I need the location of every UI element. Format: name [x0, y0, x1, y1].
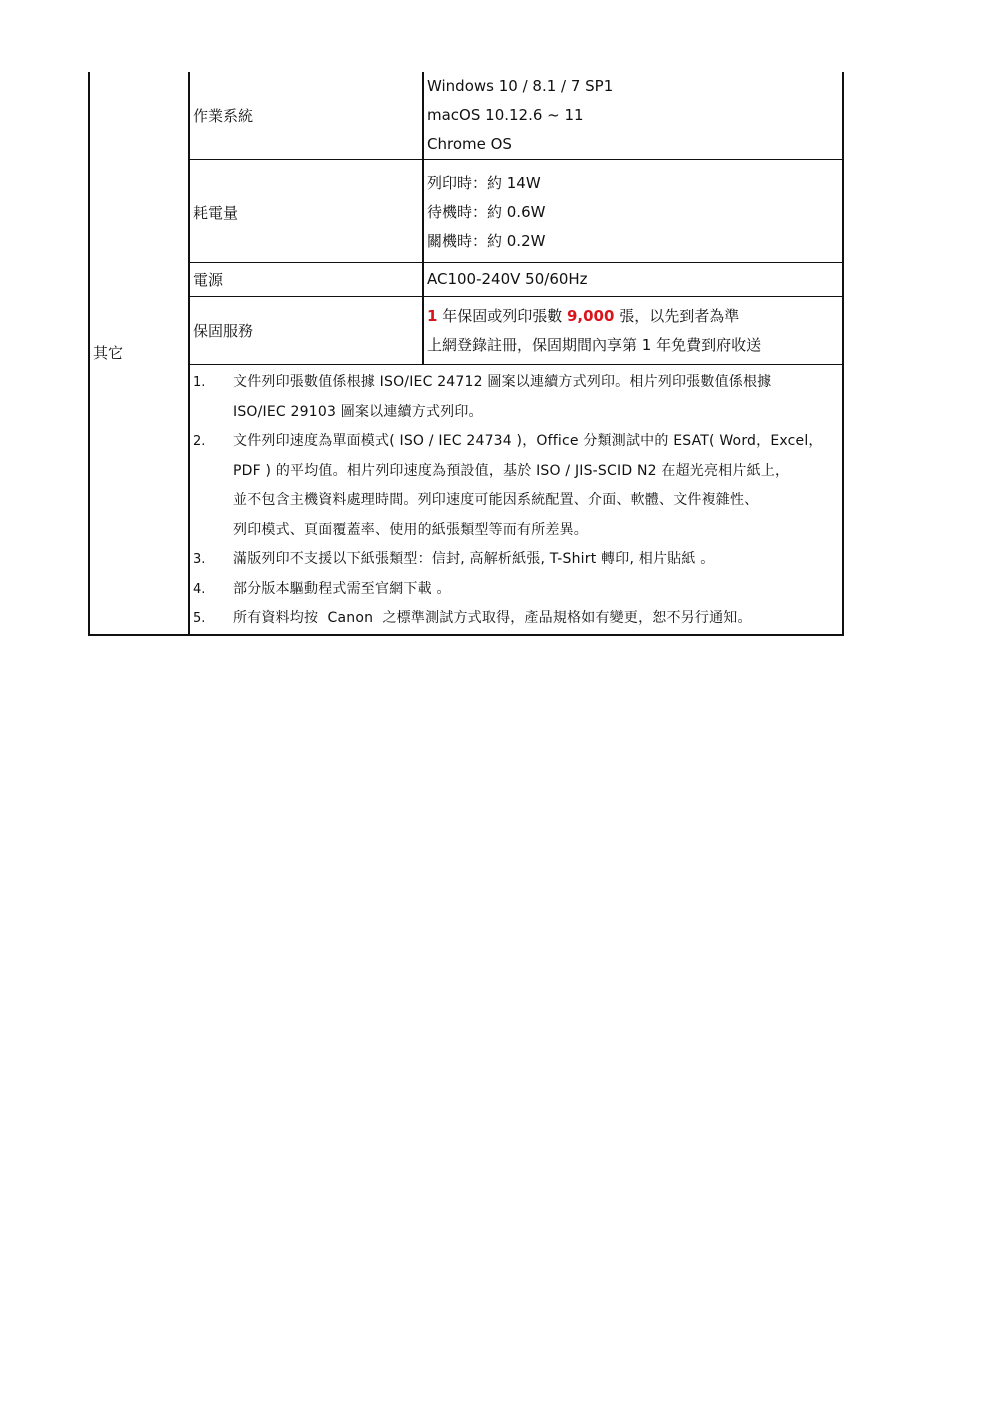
- warranty-line: [427, 302, 842, 331]
- note-line: 文件列印張數值係根據 ISO/IEC 24712 圖案以連續方式列印。相片列印張數值係根據: [233, 374, 772, 390]
- category-label: 其它: [93, 344, 124, 363]
- spec-row-power-source: [89, 263, 843, 297]
- spec-row-power: [89, 160, 843, 263]
- row-value: [423, 160, 843, 263]
- note-number: 1.: [193, 375, 206, 390]
- note-line: 文件列印速度為單面模式( ISO / IEC 24734 )，Office 分類測試中的 ESAT( Word，Excel，: [233, 433, 823, 449]
- warranty-pages: 9,000: [566, 306, 615, 325]
- note-number: 5.: [193, 611, 206, 626]
- os-line: Windows 10 / 8.1 / 7 SP1: [427, 77, 614, 95]
- power-label: 耗電量: [193, 203, 239, 222]
- os-line: macOS 10.12.6 ~ 11: [427, 106, 584, 124]
- warranty-line: 上網登錄註冊，保固期間內享第 1 年免費到府收送: [427, 335, 762, 354]
- row-value: [423, 297, 843, 365]
- note-number: 3.: [193, 552, 206, 567]
- note-item: [193, 575, 842, 605]
- note-line: 所有資料均按 Canon 之標準測試方式取得，產品規格如有變更，恕不另行通知。: [233, 610, 752, 626]
- note-number: 2.: [193, 434, 206, 449]
- note-item: [193, 427, 842, 545]
- row-value: [423, 72, 843, 160]
- note-line: 列印模式、頁面覆蓋率、使用的紙張類型等而有所差異。: [233, 521, 588, 538]
- spec-row-warranty: [89, 297, 843, 365]
- note-item: [193, 604, 842, 634]
- note-line: ISO/IEC 29103 圖案以連續方式列印。: [233, 403, 483, 420]
- note-line: 並不包含主機資料處理時間。列印速度可能因系統配置、介面、軟體、文件複雜性、: [233, 492, 759, 508]
- category-cell: [89, 72, 189, 635]
- notes-row: [89, 365, 843, 635]
- row-value: [423, 263, 843, 297]
- power-source-label: 電源: [193, 271, 224, 289]
- warranty-years: 1: [427, 306, 438, 325]
- note-line: 部分版本驅動程式需至官網下載 。: [233, 580, 451, 597]
- row-label: [189, 263, 423, 297]
- warranty-label: 保固服務: [193, 322, 254, 340]
- note-item: [193, 545, 842, 575]
- warranty-text: 張，以先到者為準: [614, 306, 740, 325]
- notes-cell: [189, 365, 843, 635]
- spec-table: [88, 72, 844, 636]
- power-line: 列印時：約 14W: [427, 173, 541, 192]
- note-line: PDF ) 的平均值。相片列印速度為預設值，基於 ISO / JIS-SCID N2 在超光亮相片紙上，: [233, 462, 790, 479]
- os-label: 作業系統: [193, 107, 254, 125]
- note-line: 滿版列印不支援以下紙張類型：信封, 高解析紙張, T-Shirt 轉印, 相片貼紙 。: [233, 551, 715, 567]
- power-line: 關機時：約 0.2W: [427, 231, 546, 250]
- note-number: 4.: [193, 581, 206, 597]
- note-item: [193, 368, 842, 427]
- os-line: Chrome OS: [427, 135, 512, 153]
- row-label: [189, 297, 423, 365]
- spec-row-os: [89, 72, 843, 160]
- power-source-value: AC100-240V 50/60Hz: [427, 270, 588, 288]
- row-label: [189, 72, 423, 160]
- row-label: [189, 160, 423, 263]
- warranty-text: 年保固或列印張數: [437, 306, 567, 325]
- power-line: 待機時：約 0.6W: [427, 202, 546, 221]
